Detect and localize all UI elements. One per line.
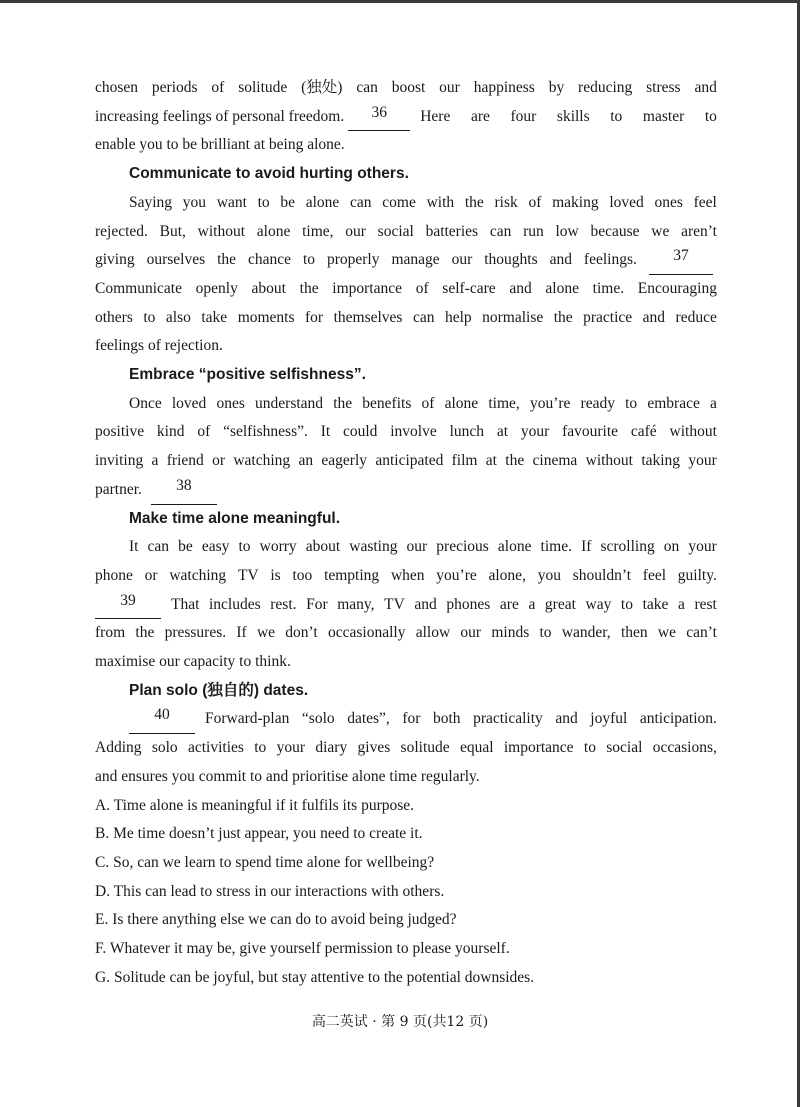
word: Once — [129, 394, 162, 412]
text-segment — [420, 103, 717, 132]
word: easy — [201, 538, 230, 556]
word: joyful — [590, 710, 628, 728]
word: because — [590, 222, 640, 240]
word: positive — [95, 423, 145, 441]
word: the — [299, 279, 319, 297]
word: involve — [390, 423, 437, 441]
word: alone — [256, 222, 291, 240]
word: our — [406, 538, 428, 556]
word: others — [95, 308, 133, 326]
text-segment: increasing feelings of personal freedom. — [95, 107, 345, 125]
word: equal — [459, 739, 494, 757]
word: time. — [540, 538, 572, 556]
word: your — [688, 538, 717, 556]
word: reduce — [675, 308, 717, 326]
word: solitude — [400, 739, 450, 757]
word: you’re — [436, 566, 477, 584]
word: happiness — [473, 79, 535, 96]
word: embrace — [647, 394, 700, 412]
word: about — [251, 279, 286, 297]
text-segment: enable you to be brilliant at being alone. — [95, 136, 345, 154]
word: properly — [326, 251, 380, 269]
word: then — [620, 624, 648, 642]
word: film — [451, 452, 478, 470]
text-line — [95, 418, 717, 447]
text-line — [95, 591, 717, 620]
word: minds — [491, 624, 530, 642]
word: to — [583, 739, 596, 757]
word: tempting — [324, 566, 380, 584]
word: and — [414, 595, 437, 613]
word: chance — [247, 251, 291, 269]
answer-blank-37: 37 — [649, 246, 713, 275]
word: watching — [169, 566, 227, 584]
word: anticipation. — [639, 710, 717, 728]
word: our — [439, 79, 460, 96]
option-e: E. Is there anything else we can do to avoid being judged? — [95, 911, 457, 929]
word: rejected. — [95, 222, 148, 240]
word: For — [306, 595, 328, 613]
word: (独处) — [301, 79, 343, 96]
option-c: C. So, can we learn to spend time alone for wellbeing? — [95, 853, 435, 871]
word: at — [496, 423, 509, 441]
word: understand — [255, 394, 324, 412]
word: without — [669, 423, 717, 441]
word: come — [382, 193, 416, 211]
word: many, — [337, 595, 375, 613]
word: includes — [209, 595, 261, 613]
text-line — [95, 332, 717, 361]
word: social — [377, 222, 414, 240]
word: phone — [95, 566, 133, 584]
word: risk — [494, 193, 518, 211]
word: friend — [166, 452, 204, 470]
word: to — [257, 193, 270, 211]
word: occasionally — [328, 624, 406, 642]
answer-blank-40: 40 — [129, 705, 195, 734]
section-heading: Communicate to avoid hurting others. — [129, 165, 409, 183]
word: Here — [420, 107, 451, 125]
word: ourselves — [146, 251, 206, 269]
word: your — [276, 739, 306, 757]
text-line — [95, 275, 717, 304]
text-line — [95, 476, 717, 505]
word: boost — [391, 79, 426, 96]
word: practicality — [473, 710, 543, 728]
word: batteries — [425, 222, 479, 240]
word: phones — [446, 595, 491, 613]
word: ready — [580, 394, 615, 412]
word: benefits — [362, 394, 412, 412]
word: can’t — [686, 624, 717, 642]
word: the — [217, 251, 237, 269]
word: without — [585, 452, 633, 470]
text-line — [95, 705, 717, 734]
word: a — [151, 452, 159, 470]
word: practice — [583, 308, 633, 326]
word: alone — [545, 279, 579, 297]
word: to — [254, 739, 267, 757]
page-footer: 高二英试 · 第 9 页(共12 页) — [311, 1014, 489, 1030]
word: a — [678, 595, 685, 613]
text-segment — [171, 591, 717, 620]
word: we — [651, 222, 670, 240]
word: the — [135, 624, 155, 642]
word: ones — [654, 193, 683, 211]
word: watching — [233, 452, 291, 470]
word: be — [178, 538, 193, 556]
word: kind — [156, 423, 185, 441]
word: loved — [171, 394, 207, 412]
option-f: F. Whatever it may be, give yourself permission to please yourself. — [95, 940, 510, 958]
word: when — [390, 566, 425, 584]
word: That — [171, 595, 200, 613]
word: of — [197, 423, 211, 441]
word: and — [509, 279, 532, 297]
word: help — [444, 308, 472, 326]
word: wander, — [561, 624, 611, 642]
word: loved — [609, 193, 644, 211]
word: to — [625, 394, 638, 412]
word: and — [694, 79, 717, 96]
word: normalise — [482, 308, 544, 326]
word: to — [539, 624, 552, 642]
word: chosen — [95, 79, 139, 96]
word: both — [432, 710, 461, 728]
word: rest. — [270, 595, 297, 613]
word: can — [356, 79, 378, 96]
word: great — [544, 595, 576, 613]
word: of — [421, 394, 435, 412]
answer-blank-38: 38 — [151, 476, 217, 505]
word: making — [552, 193, 599, 211]
word: to — [238, 538, 251, 556]
word: alone — [305, 193, 340, 211]
word: allow — [415, 624, 451, 642]
word: feel — [642, 566, 667, 584]
word: time. — [592, 279, 625, 297]
word: manage — [391, 251, 440, 269]
page-border-top — [0, 0, 800, 3]
word: anticipated — [375, 452, 444, 470]
section-heading: Embrace “positive selfishness”. — [129, 366, 366, 384]
word: to — [302, 251, 316, 269]
text-segment — [205, 705, 717, 734]
text-line — [95, 189, 717, 218]
text-segment: feelings of rejection. — [95, 337, 223, 355]
word: or — [212, 452, 225, 470]
word: But, — [159, 222, 186, 240]
word: It — [320, 423, 331, 441]
text-segment: and ensures you commit to and prioritise alone time regularly. — [95, 767, 480, 785]
word: wasting — [349, 538, 398, 556]
word: If — [236, 624, 247, 642]
word: for — [402, 710, 421, 728]
word: importance — [503, 739, 574, 757]
section-heading: Plan solo (独自的) dates. — [129, 681, 309, 699]
word: we — [256, 624, 276, 642]
text-line — [95, 763, 717, 792]
word: don’t — [285, 624, 318, 642]
word: master — [642, 107, 685, 125]
word: themselves — [333, 308, 403, 326]
word: at — [485, 452, 497, 470]
word: Communicate — [95, 279, 182, 297]
word: can — [489, 222, 512, 240]
word: favourite — [562, 423, 619, 441]
word: to — [620, 595, 633, 613]
text-line — [95, 304, 717, 333]
section-heading: Make time alone meaningful. — [129, 509, 341, 527]
word: about — [305, 538, 341, 556]
option-a: A. Time alone is meaningful if it fulfils its purpose. — [95, 796, 415, 814]
word: the — [553, 308, 573, 326]
word: can — [350, 193, 372, 211]
word: dates”, — [347, 710, 390, 728]
word: a — [710, 394, 717, 412]
word: of — [211, 79, 225, 96]
word: ones — [216, 394, 245, 412]
word: If — [581, 538, 592, 556]
word: also — [165, 308, 191, 326]
word: of — [415, 279, 429, 297]
word: you — [182, 193, 207, 211]
word: giving — [95, 251, 135, 269]
text-line — [95, 562, 717, 591]
word: you’re — [529, 394, 571, 412]
word: solitude — [238, 79, 288, 96]
option-d: D. This can lead to stress in our interactions with others. — [95, 882, 445, 900]
answer-blank-36: 36 — [348, 103, 410, 132]
word: are — [499, 595, 519, 613]
word: feel — [693, 193, 717, 211]
word: to — [704, 107, 717, 125]
word: Saying — [129, 193, 173, 211]
text-line — [95, 533, 717, 562]
word: our — [345, 222, 366, 240]
word: lunch — [449, 423, 485, 441]
word: can — [412, 308, 435, 326]
text-segment: maximise our capacity to think. — [95, 653, 291, 671]
word: our — [460, 624, 482, 642]
word: skills — [556, 107, 590, 125]
word: be — [280, 193, 296, 211]
word: TV — [384, 595, 405, 613]
word: activities — [187, 739, 244, 757]
word: a — [528, 595, 536, 613]
word: moments — [237, 308, 295, 326]
options-list — [95, 792, 717, 993]
word: take — [201, 308, 228, 326]
word: precious — [436, 538, 489, 556]
text-line — [95, 447, 717, 476]
word: rest — [694, 595, 717, 613]
word: to — [143, 308, 156, 326]
word: way — [585, 595, 612, 613]
word: openly — [195, 279, 238, 297]
word: diary — [315, 739, 348, 757]
word: could — [342, 423, 378, 441]
word: four — [510, 107, 537, 125]
word: eagerly — [321, 452, 368, 470]
word: feelings. — [583, 251, 637, 269]
word: low — [555, 222, 579, 240]
word: our — [451, 251, 473, 269]
word: take — [642, 595, 669, 613]
word: “solo — [301, 710, 335, 728]
text-line — [95, 390, 717, 419]
word: or — [144, 566, 158, 584]
word: without — [197, 222, 246, 240]
word: TV — [237, 566, 259, 584]
word: we — [657, 624, 676, 642]
word: periods — [151, 79, 198, 96]
word: alone, — [488, 566, 526, 584]
exam-page — [95, 74, 717, 993]
word: is — [270, 566, 281, 584]
word: solo — [151, 739, 178, 757]
word: an — [298, 452, 314, 470]
word: stress — [646, 79, 681, 96]
word: on — [663, 538, 680, 556]
word: and — [642, 308, 666, 326]
word: Adding — [95, 739, 142, 757]
word: the — [333, 394, 353, 412]
word: the — [505, 452, 525, 470]
word: of — [528, 193, 542, 211]
word: your — [688, 452, 717, 470]
word: and — [549, 251, 572, 269]
word: by — [548, 79, 565, 96]
word: self-care — [442, 279, 496, 297]
word: too — [292, 566, 313, 584]
word: Encouraging — [637, 279, 717, 297]
word: you — [537, 566, 561, 584]
text-line — [95, 246, 717, 275]
text-line — [95, 648, 717, 677]
word: from — [95, 624, 126, 642]
word: inviting — [95, 452, 144, 470]
word: Forward-plan — [205, 710, 290, 728]
word: social — [606, 739, 643, 757]
option-g: G. Solitude can be joyful, but stay attentive to the potential downsides. — [95, 968, 535, 986]
word: your — [520, 423, 550, 441]
word: alone — [444, 394, 479, 412]
answer-blank-39: 39 — [95, 591, 161, 620]
word: worry — [259, 538, 297, 556]
word: importance — [332, 279, 402, 297]
word: for — [305, 308, 324, 326]
text-line — [95, 103, 717, 132]
text-line — [95, 619, 717, 648]
word: guilty. — [677, 566, 717, 584]
word: pressures. — [164, 624, 227, 642]
word: want — [216, 193, 247, 211]
text-segment: partner. — [95, 480, 142, 498]
word: It — [129, 538, 139, 556]
word: cinema — [532, 452, 578, 470]
word: with — [426, 193, 455, 211]
word: shouldn’t — [572, 566, 632, 584]
option-b: B. Me time doesn’t just appear, you need to create it. — [95, 825, 423, 843]
word: café — [630, 423, 657, 441]
word: the — [464, 193, 484, 211]
word: thoughts — [484, 251, 538, 269]
word: reducing — [578, 79, 633, 96]
word: can — [147, 538, 170, 556]
word: time, — [488, 394, 520, 412]
text-line — [95, 131, 717, 160]
text-line — [95, 218, 717, 247]
word: are — [470, 107, 490, 125]
word: to — [610, 107, 623, 125]
word: run — [523, 222, 544, 240]
text-segment — [95, 246, 637, 275]
word: taking — [641, 452, 681, 470]
text-line — [95, 734, 717, 763]
text-line — [95, 74, 717, 103]
word: and — [555, 710, 578, 728]
word: time, — [302, 222, 334, 240]
word: “selfishness”. — [223, 423, 308, 441]
word: scrolling — [600, 538, 655, 556]
word: alone — [497, 538, 532, 556]
word: gives — [357, 739, 391, 757]
word: aren’t — [681, 222, 717, 240]
word: occasions, — [652, 739, 717, 757]
